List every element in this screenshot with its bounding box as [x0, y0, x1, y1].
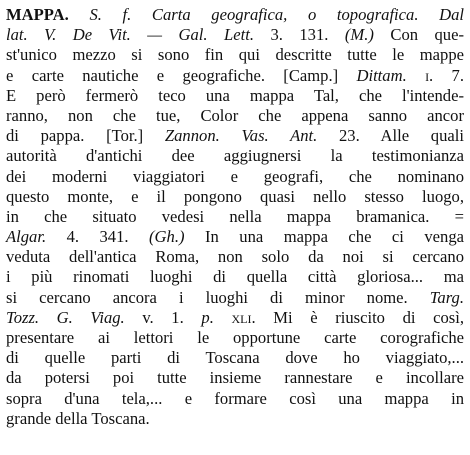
text-segment: i. 7.: [425, 65, 464, 85]
text-segment: st'unico mezzo si sono fin qui descritte tutte le mappe: [6, 45, 464, 65]
text-segment: autorità d'antichi dee aggiugnersi la testimonianza: [6, 146, 464, 166]
entry-text: [6, 5, 464, 429]
text-segment: 23. Alle quali: [317, 126, 464, 146]
text-line: [6, 146, 464, 166]
text-segment: Zannon. Vas. Ant.: [164, 126, 318, 146]
text-line: [6, 207, 464, 227]
text-line: [6, 187, 464, 207]
text-segment: ranno, non che tue, Color che appena sanno ancor: [6, 105, 464, 125]
text-segment: MAPPA.: [6, 5, 69, 24]
text-segment: Dittam.: [356, 65, 407, 85]
text-segment: (M.): [344, 25, 374, 45]
text-segment: Targ.: [429, 287, 464, 307]
text-segment: grande della Toscana.: [6, 408, 150, 428]
text-segment: dei moderni viaggiatori e geografi, che nominano: [6, 166, 464, 186]
text-segment: (Gh.): [149, 227, 185, 247]
text-line: [6, 86, 464, 106]
text-segment: di pappa. [Tor.]: [6, 126, 165, 146]
text-segment: questo monte, e il pongono quasi nello stesso luogo,: [6, 186, 464, 206]
text-segment: 3. 131.: [253, 25, 345, 45]
text-segment: Tozz. G. Viag.: [6, 307, 125, 327]
text-line: [6, 227, 464, 247]
text-line: [6, 368, 464, 388]
text-segment: v. 1.: [124, 307, 202, 327]
text-line: [6, 66, 464, 86]
text-line: [6, 167, 464, 187]
text-segment: in che situato vedesi nella mappa bramanica. =: [6, 206, 464, 226]
text-segment: i più rinomati luoghi di quella città gloriosa... ma: [6, 267, 464, 287]
text-segment: 4. 341.: [46, 227, 150, 247]
text-segment: In una mappa che ci venga: [184, 227, 465, 247]
text-line: [6, 328, 464, 348]
text-segment: presentare ai lettori le opportune carte corografiche: [6, 328, 464, 347]
text-line: [6, 288, 464, 308]
text-segment: Algar.: [6, 227, 47, 247]
text-line: [6, 45, 464, 65]
text-segment: Con que-: [373, 25, 464, 45]
text-segment: Mi è riuscito di così,: [255, 307, 464, 327]
text-line: [6, 247, 464, 267]
text-line: [6, 25, 464, 45]
text-line: [6, 267, 464, 287]
text-segment: lat. V. De Vit. — Gal. Lett.: [6, 25, 254, 45]
text-line: [6, 106, 464, 126]
text-segment: S. f. Carta geografica, o topografica. Dal: [89, 5, 464, 24]
text-segment: [69, 5, 90, 24]
text-segment: si cercano ancora i luoghi di minor nome.: [6, 287, 430, 307]
text-line: [6, 308, 464, 328]
text-segment: xli.: [231, 307, 256, 327]
text-line: [6, 126, 464, 146]
text-line: [6, 409, 464, 429]
text-segment: [407, 66, 425, 85]
text-segment: E però fermerò teco una mappa Tal, che l'intende-: [6, 85, 464, 105]
text-segment: veduta dell'antica Roma, non solo da noi si cercano: [6, 247, 464, 267]
text-line: [6, 5, 464, 25]
text-line: [6, 348, 464, 368]
text-segment: da potersi poi tutte insieme rannestare e incollare: [6, 368, 464, 388]
text-segment: [214, 308, 232, 327]
text-segment: sopra d'una tela,... e formare così una mappa in: [6, 388, 464, 408]
text-segment: di quelle parti di Toscana dove ho viaggiato,...: [6, 348, 464, 368]
dictionary-entry: [6, 5, 464, 429]
text-segment: p.: [201, 307, 214, 327]
text-line: [6, 389, 464, 409]
text-segment: e carte nautiche e geografiche. [Camp.]: [6, 65, 357, 85]
